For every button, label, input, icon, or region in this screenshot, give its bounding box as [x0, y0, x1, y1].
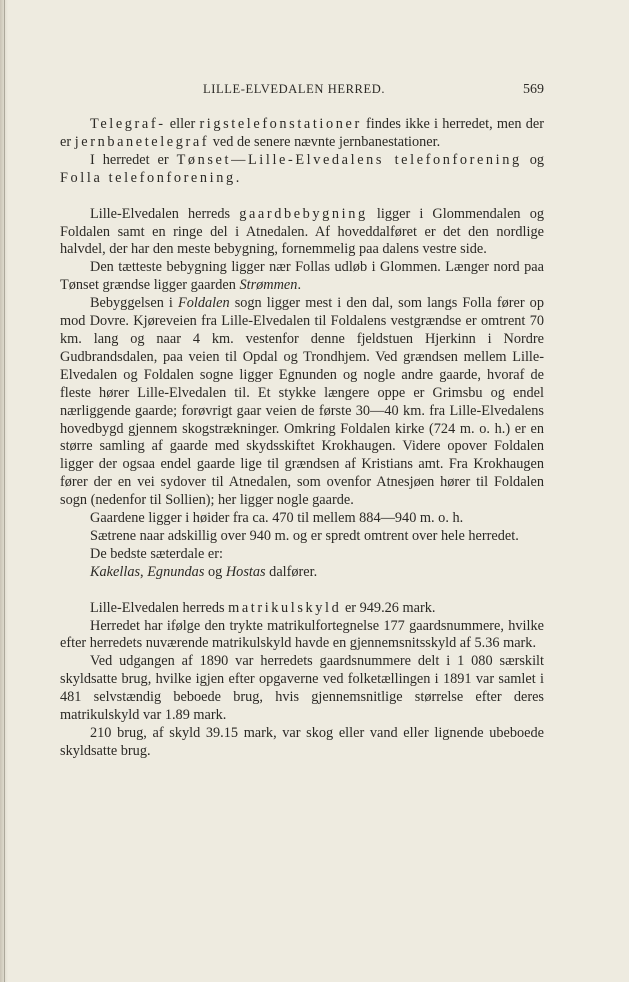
paragraph-1890-division: Ved udgangen af 1890 var herredets gaardsnummere delt i 1 080 særskilt skyldsatte brug, hvilke igjen efter opgaverne ved folketællingen i 1891 var samlet i 481 selvstændig beboede brug, hvis gjennemsnitlige størrelse efter deres matrikulskyld var 1.89 mark.	[60, 653, 544, 724]
text-run: ved de senere nævnte jernbanestationer.	[209, 133, 441, 150]
running-header	[60, 82, 544, 100]
paragraph-uninhabited: 210 brug, af skyld 39.15 mark, var skog eller vand eller lignende ubeboede skyldsatte brug.	[60, 725, 544, 759]
paragraph-matrikulskyld	[60, 600, 544, 618]
italic-place-name: Foldalen	[177, 295, 230, 312]
text-run: Bebyggelsen i	[90, 295, 178, 312]
spaced-term: Telegraf-	[90, 116, 166, 132]
spaced-term: matrikulskyld	[228, 599, 342, 616]
text-run: Lille-Elvedalen herreds	[90, 599, 229, 616]
spaced-term: rigstelefonstationer	[199, 116, 362, 132]
text-run: og	[521, 151, 544, 168]
paragraph-gap	[60, 582, 544, 600]
text-run: eller	[165, 116, 200, 132]
page-number: 569	[523, 82, 544, 97]
body-text	[60, 116, 544, 761]
italic-place-name: Egnundas	[147, 563, 205, 580]
paragraph-telephone	[60, 152, 544, 188]
italic-place-name: Kakellas	[90, 563, 141, 580]
paragraph-settlement	[60, 206, 544, 260]
text-run: er 949.26 mark.	[341, 599, 436, 616]
spaced-term: Tønset—Lille-Elvedalens telefonforening	[176, 151, 522, 168]
paragraph-foldalen	[60, 295, 544, 510]
text-run: ,	[140, 563, 148, 580]
text-run: Lille-Elvedalen herreds	[90, 205, 240, 222]
spaced-term: Folla telefonforening	[60, 169, 236, 186]
paragraph-densest	[60, 259, 544, 295]
text-run: .	[297, 277, 302, 294]
text-run: findes ikke i herredet, men der er	[60, 116, 544, 150]
paragraph-valley-names	[60, 564, 544, 582]
paragraph-farm-numbers: Herredet har ifølge den trykte matrikulfortegnelse 177 gaardsnummere, hvilke efter herredets nuværende matrikulskyld havde en gjennemsnitsskyld af 5.36 mark.	[60, 617, 544, 652]
spaced-term: gaardbebygning	[239, 205, 368, 222]
paragraph-best-valleys: De bedste sæterdale er:	[90, 545, 223, 562]
text-run: I herredet er	[90, 151, 177, 168]
text-run: og	[204, 563, 226, 580]
text-run: ligger i Glommendalen og Foldalen samt en ringe del i Atnedalen. Af hoveddalføret er det den nordlige halvdel, der har den meste bebygning, fornemmelig paa dalens vestre side.	[60, 205, 544, 258]
text-run: sogn ligger mest i den dal, som langs Folla fører op mod Dovre. Kjøreveien fra Lille-Elvedalen til Foldalens vestgrændse er omtrent 70 km. lang og naar 4 km. vestenfor denne fjeldstuen Hjerkinn i Nordre Gudbrandsdalen, paa veien til Opdal og Trondhjem. Ved grændsen mellem Lille-Elvedalen og Foldalen sogne ligger Egnunden og nogle andre gaarde, hvoraf de fleste hører Lille-Elvedalen til. Et stykke længere oppe er Grimsbu og endel nærliggende gaarde; forøvrigt gaar veien de første 30—40 km. fra Lille-Elvedalens hovedbygd gjennem skogstrækninger. Omkring Foldalen kirke (724 m. o. h.) er en større samling af gaarde med skydsskiftet Krokhaugen. Videre opover Foldalen ligger der ogsaa endel gaarde lige til grændsen af Kristians amt. Fra Krokhaugen fører der en vei sydover til Atnedalen, som ovenfor Atnesjøen hører til Foldalen sogn (nedenfor til Sollien); her ligger nogle gaarde.	[60, 295, 544, 509]
paragraph-saeters: Sætrene naar adskillig over 940 m. og er spredt omtrent over hele herredet.	[90, 527, 519, 544]
paragraph-gap	[60, 188, 544, 206]
page-binding-line	[4, 0, 5, 982]
italic-place-name: Hostas	[225, 563, 266, 580]
italic-place-name: Strømmen	[239, 277, 298, 294]
text-run: dalfører.	[265, 563, 318, 580]
paragraph-telegraph	[60, 116, 544, 152]
spaced-term: jernbanetelegraf	[74, 133, 210, 150]
paragraph-farm-heights: Gaardene ligger i høider fra ca. 470 til mellem 884—940 m. o. h.	[90, 510, 464, 527]
running-title: LILLE-ELVEDALEN HERRED.	[203, 82, 386, 96]
text-run: Den tætteste bebygning ligger nær Follas udløb i Glommen. Længer nord paa Tønset grændse ligger gaarden	[60, 259, 544, 294]
text-run: .	[235, 169, 240, 186]
